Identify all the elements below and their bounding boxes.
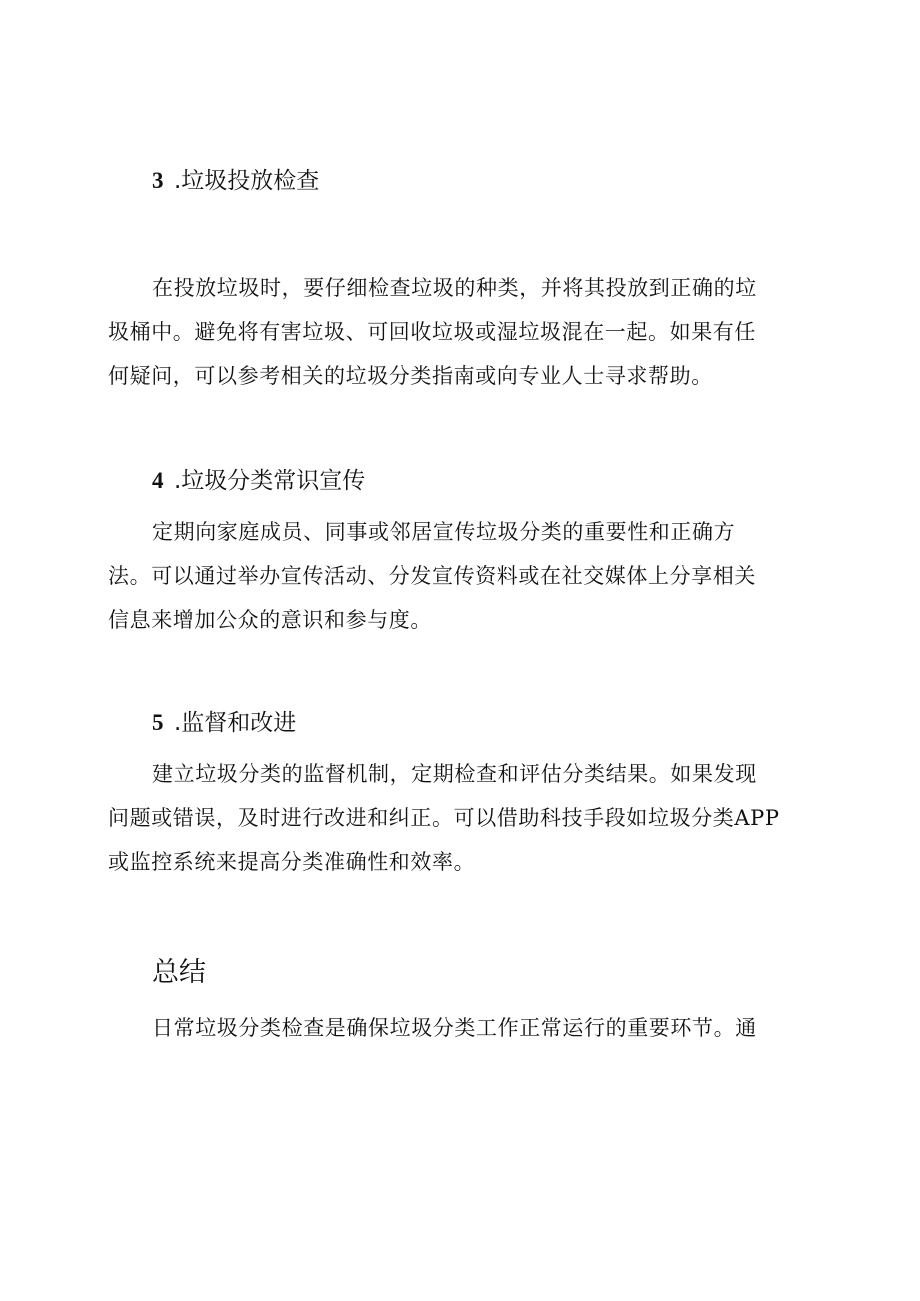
- section-3-title: .垃圾投放检查: [174, 168, 320, 194]
- paragraph-line: 问题或错误，及时进行改进和纠正。可以借助科技手段如垃圾分类APP: [108, 806, 780, 830]
- paragraph-line: 或监控系统来提高分类准确性和效率。: [108, 850, 476, 874]
- section-3-number: 3: [152, 168, 164, 193]
- paragraph-line: 建立垃圾分类的监督机制，定期检查和评估分类结果。如果发现: [152, 762, 757, 786]
- section-5-title: .监督和改进: [174, 710, 297, 736]
- summary-paragraph: [108, 1006, 808, 1050]
- paragraph-line: 信息来增加公众的意识和参与度。: [108, 608, 432, 632]
- section-5-heading: [152, 708, 296, 738]
- paragraph-line: 定期向家庭成员、同事或邻居宣传垃圾分类的重要性和正确方: [152, 520, 736, 544]
- paragraph-line: 法。可以通过举办宣传活动、分发宣传资料或在社交媒体上分享相关: [108, 564, 756, 588]
- paragraph-line: 在投放垃圾时，要仔细检查垃圾的种类，并将其投放到正确的垃: [152, 276, 757, 300]
- section-4-title: .垃圾分类常识宣传: [174, 468, 366, 494]
- summary-heading: 总结: [152, 957, 206, 988]
- paragraph-line: 日常垃圾分类检查是确保垃圾分类工作正常运行的重要环节。通: [152, 1016, 757, 1040]
- section-4-heading: [152, 466, 365, 496]
- section-4-number: 4: [152, 468, 164, 493]
- section-4-paragraph: [108, 510, 808, 642]
- paragraph-line: 圾桶中。避免将有害垃圾、可回收垃圾或湿垃圾混在一起。如果有任: [108, 320, 756, 344]
- section-5-paragraph: [108, 752, 808, 884]
- section-3-heading: [152, 166, 319, 196]
- paragraph-line: 何疑问，可以参考相关的垃圾分类指南或向专业人士寻求帮助。: [108, 364, 713, 388]
- section-3-paragraph: [108, 266, 808, 398]
- section-5-number: 5: [152, 710, 164, 735]
